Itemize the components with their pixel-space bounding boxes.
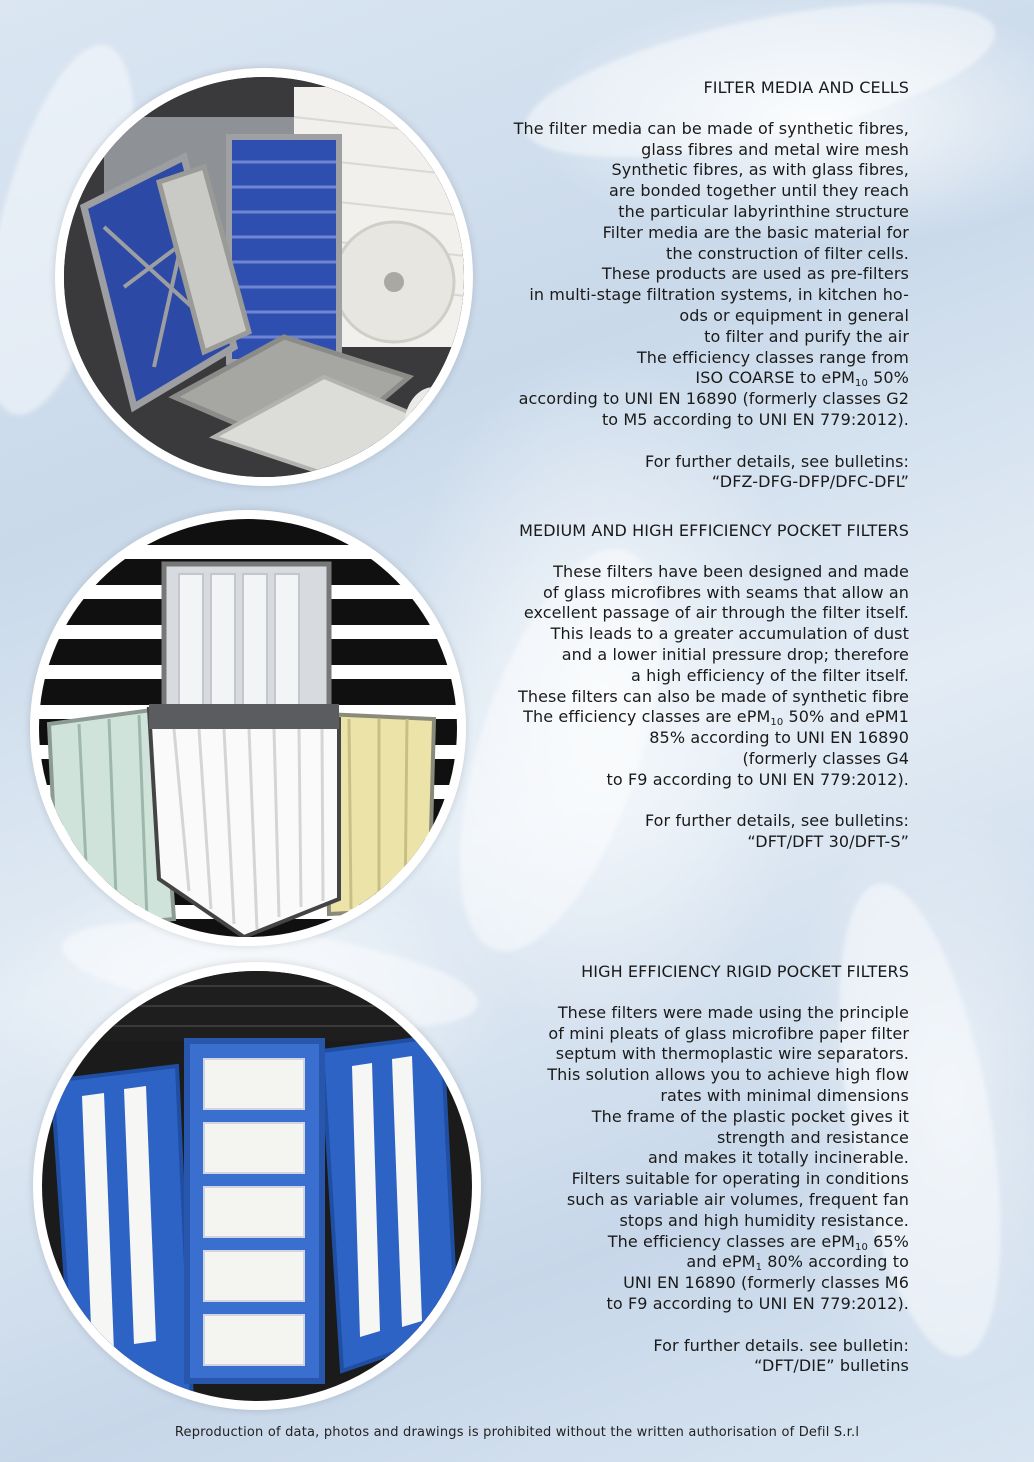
- body-line: to F9 according to UNI EN 779:2012).: [606, 1293, 909, 1313]
- body-line: These filters can also be made of synthetic fibre: [517, 686, 909, 706]
- body-line: are bonded together until they reach: [608, 181, 909, 201]
- body-line: to M5 according to UNI EN 779:2012).: [601, 409, 909, 429]
- body-line-with-subscript: The efficiency classes are ePM$_{10}$ 50% and ePM1: [523, 707, 909, 729]
- section-heading: HIGH EFFICIENCY RIGID POCKET FILTERS: [581, 962, 909, 981]
- body-line: (formerly classes G4: [742, 748, 909, 768]
- section-body: [449, 562, 909, 853]
- body-line: to F9 according to UNI EN 779:2012).: [606, 769, 909, 789]
- pocket-filters-photo: [30, 510, 466, 946]
- body-line: septum with thermoplastic wire separators.: [555, 1044, 909, 1064]
- body-line: UNI EN 16890 (formerly classes M6: [623, 1273, 909, 1293]
- body-line: The frame of the plastic pocket gives it: [591, 1106, 909, 1126]
- rigid-pocket-filters-photo: [33, 962, 481, 1410]
- bulletin-reference: “DFZ-DFG-DFP/DFC-DFL”: [711, 472, 909, 492]
- body-line: a high efficiency of the filter itself.: [631, 665, 909, 685]
- body-line: The efficiency classes range from: [636, 347, 909, 367]
- body-line: such as variable air volumes, frequent fan: [566, 1189, 909, 1209]
- body-line: to filter and purify the air: [704, 326, 909, 346]
- pocket-filters-section: [449, 521, 909, 853]
- bulletin-reference-intro: For further details. see bulletin:: [653, 1335, 909, 1355]
- section-body: [449, 119, 909, 493]
- body-line: according to UNI EN 16890 (formerly classes G2: [518, 389, 909, 409]
- section-body: [449, 1003, 909, 1377]
- body-line: These filters have been designed and made: [553, 561, 909, 581]
- bulletin-reference-intro: For further details, see bulletins:: [644, 811, 909, 831]
- body-line: These filters were made using the principle: [557, 1002, 909, 1022]
- body-line: The filter media can be made of synthetic fibres,: [513, 118, 909, 138]
- body-line: and makes it totally incinerable.: [648, 1148, 909, 1168]
- body-line: glass fibres and metal wire mesh: [641, 139, 909, 159]
- copyright-footer: Reproduction of data, photos and drawings is prohibited without the written authorisation of Defil S.r.l: [174, 1425, 860, 1440]
- body-line-with-subscript: and ePM$_1$ 80% according to: [686, 1252, 909, 1274]
- body-line: of mini pleats of glass microfibre paper filter: [548, 1023, 909, 1043]
- body-line: stops and high humidity resistance.: [619, 1210, 909, 1230]
- rigid-pocket-filters-section: [449, 962, 909, 1377]
- body-line: rates with minimal dimensions: [660, 1085, 909, 1105]
- body-line: strength and resistance: [716, 1127, 909, 1147]
- filter-media-section: [449, 78, 909, 493]
- body-line: Filter media are the basic material for: [602, 222, 909, 242]
- body-line: 85% according to UNI EN 16890: [649, 728, 909, 748]
- body-line: These products are used as pre-filters: [601, 264, 909, 284]
- body-line-with-subscript: The efficiency classes are ePM$_{10}$ 65%: [607, 1231, 909, 1253]
- body-line: of glass microfibres with seams that allow an: [543, 582, 909, 602]
- section-heading: FILTER MEDIA AND CELLS: [703, 78, 909, 97]
- body-line: ods or equipment in general: [679, 305, 909, 325]
- bulletin-reference-intro: For further details, see bulletins:: [644, 451, 909, 471]
- body-line: and a lower initial pressure drop; therefore: [561, 644, 909, 664]
- body-line: the construction of filter cells.: [666, 243, 909, 263]
- bulletin-reference: “DFT/DFT 30/DFT-S”: [747, 832, 909, 852]
- body-line: in multi-stage filtration systems, in kitchen ho-: [529, 285, 909, 305]
- body-line-with-subscript: ISO COARSE to ePM$_{10}$ 50%: [695, 368, 909, 390]
- body-line: This solution allows you to achieve high flow: [547, 1065, 909, 1085]
- filter-media-photo: [55, 68, 473, 486]
- body-line: the particular labyrinthine structure: [618, 201, 909, 221]
- section-heading: MEDIUM AND HIGH EFFICIENCY POCKET FILTERS: [519, 521, 909, 540]
- bulletin-reference: “DFT/DIE” bulletins: [754, 1356, 909, 1376]
- body-line: Filters suitable for operating in conditions: [571, 1169, 909, 1189]
- body-line: excellent passage of air through the filter itself.: [523, 603, 909, 623]
- body-line: Synthetic fibres, as with glass fibres,: [611, 160, 909, 180]
- body-line: This leads to a greater accumulation of dust: [550, 624, 909, 644]
